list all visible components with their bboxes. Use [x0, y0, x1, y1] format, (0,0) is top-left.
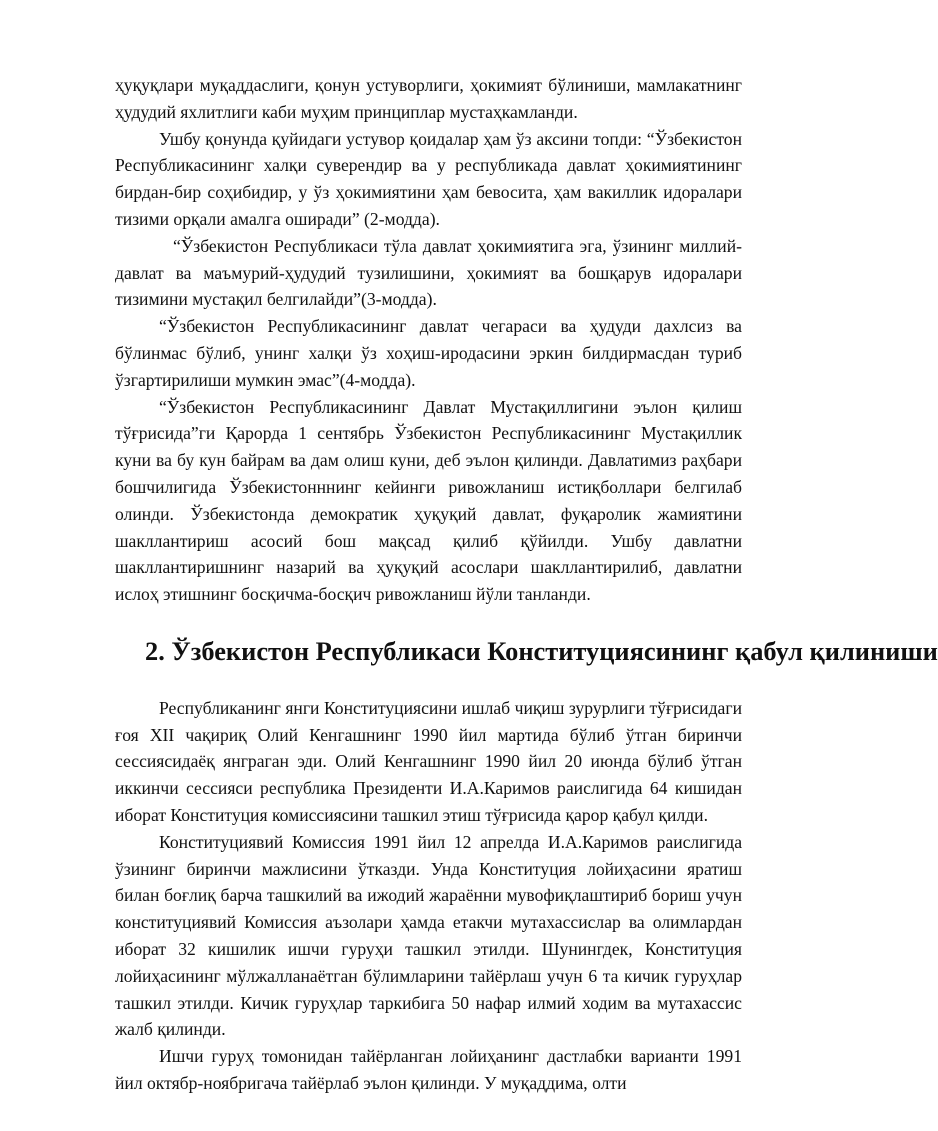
paragraph-constitutional-commission: Конституциявий Комиссия 1991 йил 12 апрелда И.А.Каримов раислигида ўзининг биринчи мажлисини ўтказди. Унда Конституция лойиҳасини яратиш билан боғлиқ барча ташкилий ва ижодий жараённи мувофиқлаштириб бориш учун конституциявий Комиссия аъзолари ҳамда етакчи мутахассислар ва олимлардан иборат 32 кишилик ишчи гуруҳи ташкил этилди. Шунингдек, Конституция лойиҳасининг мўлжалланаётган бўлимларини тайёрлаш учун 6 та кичик гуруҳлар ташкил этилди. Кичик гуруҳлар таркибига 50 нафар илмий ходим ва мутахассис жалб қилинди.	[115, 831, 742, 1040]
paragraph-new-constitution-idea: Республиканинг янги Конституциясини ишлаб чиқиш зурурлиги тўғрисидаги ғоя XII чақириқ Олий Кенгашнинг 1990 йил мартида бўлиб ўтган биринчи сессиясидаёқ янграган эди. Олий Кенгашнинг 1990 йил 20 июнда бўлиб ўтган иккинчи сессияси республика Президенти И.А.Каримов раислигида 64 кишидан иборат Конституция комиссиясини ташкил этиш тўғрисида қарор қабул қилди.	[115, 697, 742, 825]
paragraph-law-provisions: Ушбу қонунда қуйидаги устувор қоидалар ҳам ўз аксини топди: “Ўзбекистон Республикасининг халқи суверендир ва у республикада давлат ҳокимиятининг бирдан-бир соҳибидир, у ўз ҳокимиятини ҳам бевосита, ҳам вакиллик идоралари тизими орқали амалга оширади” (2-модда).	[115, 128, 742, 229]
paragraph-article-4: “Ўзбекистон Республикасининг давлат чегараси ва ҳудуди дахлсиз ва бўлинмас бўлиб, унинг халқи ўз хоҳиш-иродасини эркин билдирмасдан туриб ўзгартирилиши мумкин эмас”(4-модда).	[115, 316, 742, 390]
paragraph-intro-continuation: ҳуқуқлари муқаддаслиги, қонун устуворлиги, ҳокимият бўлиниши, мамлакатнинг ҳудудий яхлитлиги каби муҳим принциплар мустаҳкамланди.	[115, 75, 742, 122]
paragraph-article-3: “Ўзбекистон Республикаси тўла давлат ҳокимиятига эга, ўзининг миллий-давлат ва маъмурий-ҳудудий тузилишини, ҳокимият ва бошқарув идоралари тизимини мустақил белгилайди”(3-модда).	[115, 235, 742, 310]
document-page	[115, 72, 938, 1097]
section-heading: 2. Ўзбекистон Республикаси Конституциясининг қабул қилиниши	[145, 635, 938, 666]
paragraph-independence-day: “Ўзбекистон Республикасининг Давлат Мустақиллигини эълон қилиш тўғрисида”ги Қарорда 1 сентябрь Ўзбекистон Республикасининг Мустақиллик куни ва бу кун байрам ва дам олиш куни, деб эълон қилинди. Давлатимиз раҳбари бошчилигида Ўзбекистонннинг кейинги ривожланиш истиқболлари белгилаб олинди. Ўзбекистонда демократик ҳуқуқий давлат, фуқаролик жамиятини шакллантириш асосий бош мақсад қилиб қўйилди. Ушбу давлатни шакллантиришнинг назарий ва ҳуқуқий асослари шакллантирилиб, давлатни ислоҳ этишнинг босқичма-босқич ривожланиш йўли танланди.	[115, 396, 742, 605]
paragraph-working-group-draft: Ишчи гуруҳ томонидан тайёрланган лойиҳанинг дастлабки варианти 1991 йил октябр-ноябригача тайёрлаб эълон қилинди. У муқаддима, олти	[115, 1046, 742, 1093]
